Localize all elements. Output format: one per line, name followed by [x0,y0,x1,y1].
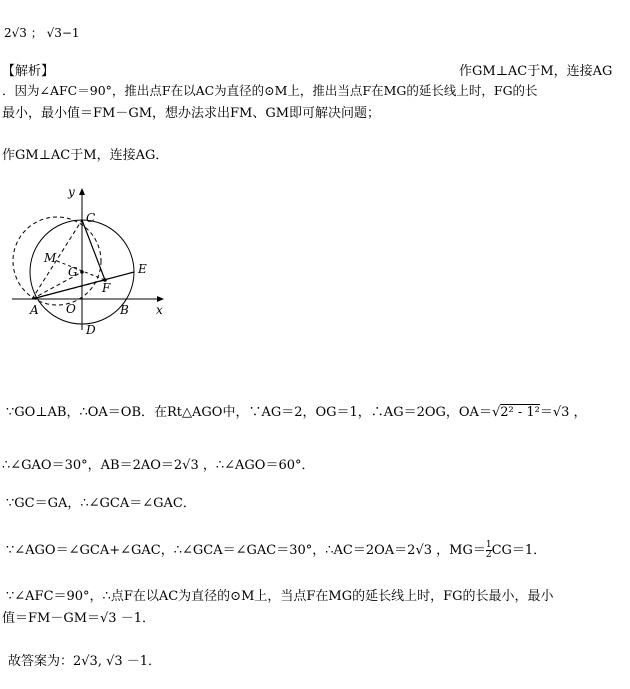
solution-step-5b: 值＝FM－GM＝√3 －1． [2,611,155,626]
sqrt-radical: √ [491,405,501,420]
x-axis-arrow [157,296,164,302]
label-o: O [66,302,76,316]
answer-summary [4,24,80,41]
solution-step-1 [6,401,587,420]
step-4-text: ∵∠AGO＝∠GCA+∠GAC，∴∠GCA＝∠GAC＝30°，∴AC＝2OA＝2√3 ，MG＝ [6,543,486,558]
segment-cf [82,220,105,280]
final-answer: 故答案为：2√3, √3 －1． [8,654,162,669]
analysis-line1: 作GM⊥AC于M，连接AG [459,64,613,79]
label-x: x [156,303,163,317]
step-1-result: ＝√3 ， [539,405,587,420]
fraction-denominator: 2 [485,550,492,560]
label-b: B [120,303,129,317]
label-a: A [30,303,39,317]
analysis-line2: ．因为∠AFC＝90°，推出点F在以AC为直径的⊙M上，推出当点F在MG的延长线上时，FG的长 [2,83,538,98]
label-e: E [138,262,147,276]
label-c: C [86,211,96,225]
label-m: M [44,251,57,265]
analysis-heading: 【解析】 [2,64,55,79]
solution-step-5a: ∵∠AFC＝90°，∴点F在以AC为直径的⊙M上，当点F在MG的延长线上时，FG的长最小，最小 [6,589,554,604]
label-g: G [68,265,78,279]
label-f: F [102,281,111,295]
solution-step-2: ∴∠GAO＝30°，AB＝2AO＝2√3 ，∴∠AGO＝60°． [2,458,315,473]
label-d: D [86,323,96,337]
sqrt-radicand: 2² - 1² [500,405,540,420]
answer-a: 2√3 [4,26,27,40]
solution-step-4 [6,539,546,560]
answer-b: √3−1 [46,26,80,40]
step-1-text: ∵GO⊥AB，∴OA＝OB．在Rt△AGO中，∵AG＝2，OG＝1，∴AG＝2OG，OA＝ [6,405,492,420]
geometry-figure [8,180,178,340]
y-axis-arrow [79,188,85,195]
analysis-line3: 最小，最小值＝FM－GM，想办法求出FM、GM即可解决问题； [2,106,381,121]
label-y: y [68,185,75,199]
answer-separator: ； [30,26,43,40]
step-4-tail: CG＝1． [491,543,547,558]
segment-mg [57,261,105,280]
fraction-numerator: 1 [485,540,492,550]
point-g [80,270,84,274]
construction-step: 作GM⊥AC于M，连接AG． [2,148,169,163]
solution-step-3: ∵GC＝GA，∴∠GCA＝∠GAC． [6,496,196,511]
